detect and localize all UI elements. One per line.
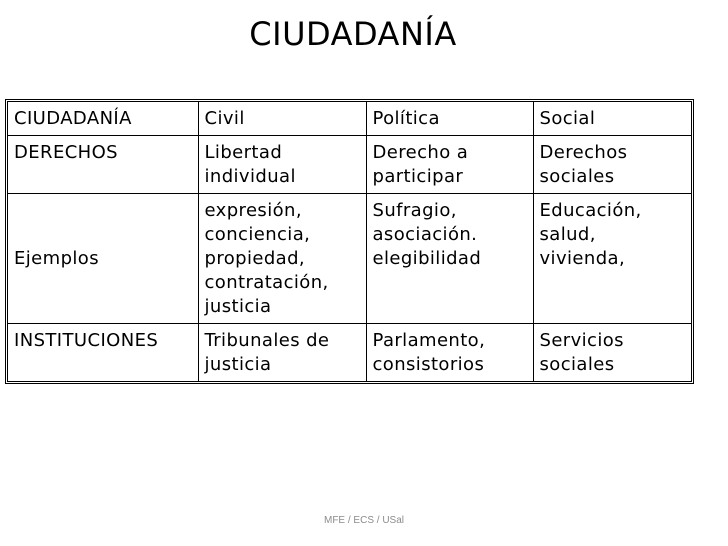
- table-cell: Tribunales de justicia: [198, 324, 366, 382]
- table-cell: Derechos sociales: [533, 136, 691, 194]
- slide-footer: MFE / ECS / USal: [323, 515, 404, 526]
- table-cell: DERECHOS: [8, 136, 198, 194]
- table-cell: Social: [533, 102, 691, 136]
- table-cell: CIUDADANÍA: [8, 102, 198, 136]
- table-cell: Derecho a participar: [366, 136, 533, 194]
- table-cell: Parlamento, consistorios: [366, 324, 533, 382]
- slide-title: CIUDADANÍA: [249, 15, 457, 53]
- table-cell: Sufragio, asociación. elegibilidad: [366, 194, 533, 324]
- table-cell: Civil: [198, 102, 366, 136]
- table-cell: expresión, conciencia, propiedad, contratación, justicia: [198, 194, 366, 324]
- table-cell: Política: [366, 102, 533, 136]
- table-row: [8, 324, 691, 382]
- table-cell: Libertad individual: [198, 136, 366, 194]
- table-cell: Ejemplos: [8, 194, 198, 324]
- table-cell: Servicios sociales: [533, 324, 691, 382]
- table-row: [8, 136, 691, 194]
- table-cell: INSTITUCIONES: [8, 324, 198, 382]
- table-row: [8, 194, 691, 324]
- table-header-row: [8, 102, 691, 136]
- table-cell: Educación, salud, vivienda,: [533, 194, 691, 324]
- citizenship-table: [5, 99, 694, 384]
